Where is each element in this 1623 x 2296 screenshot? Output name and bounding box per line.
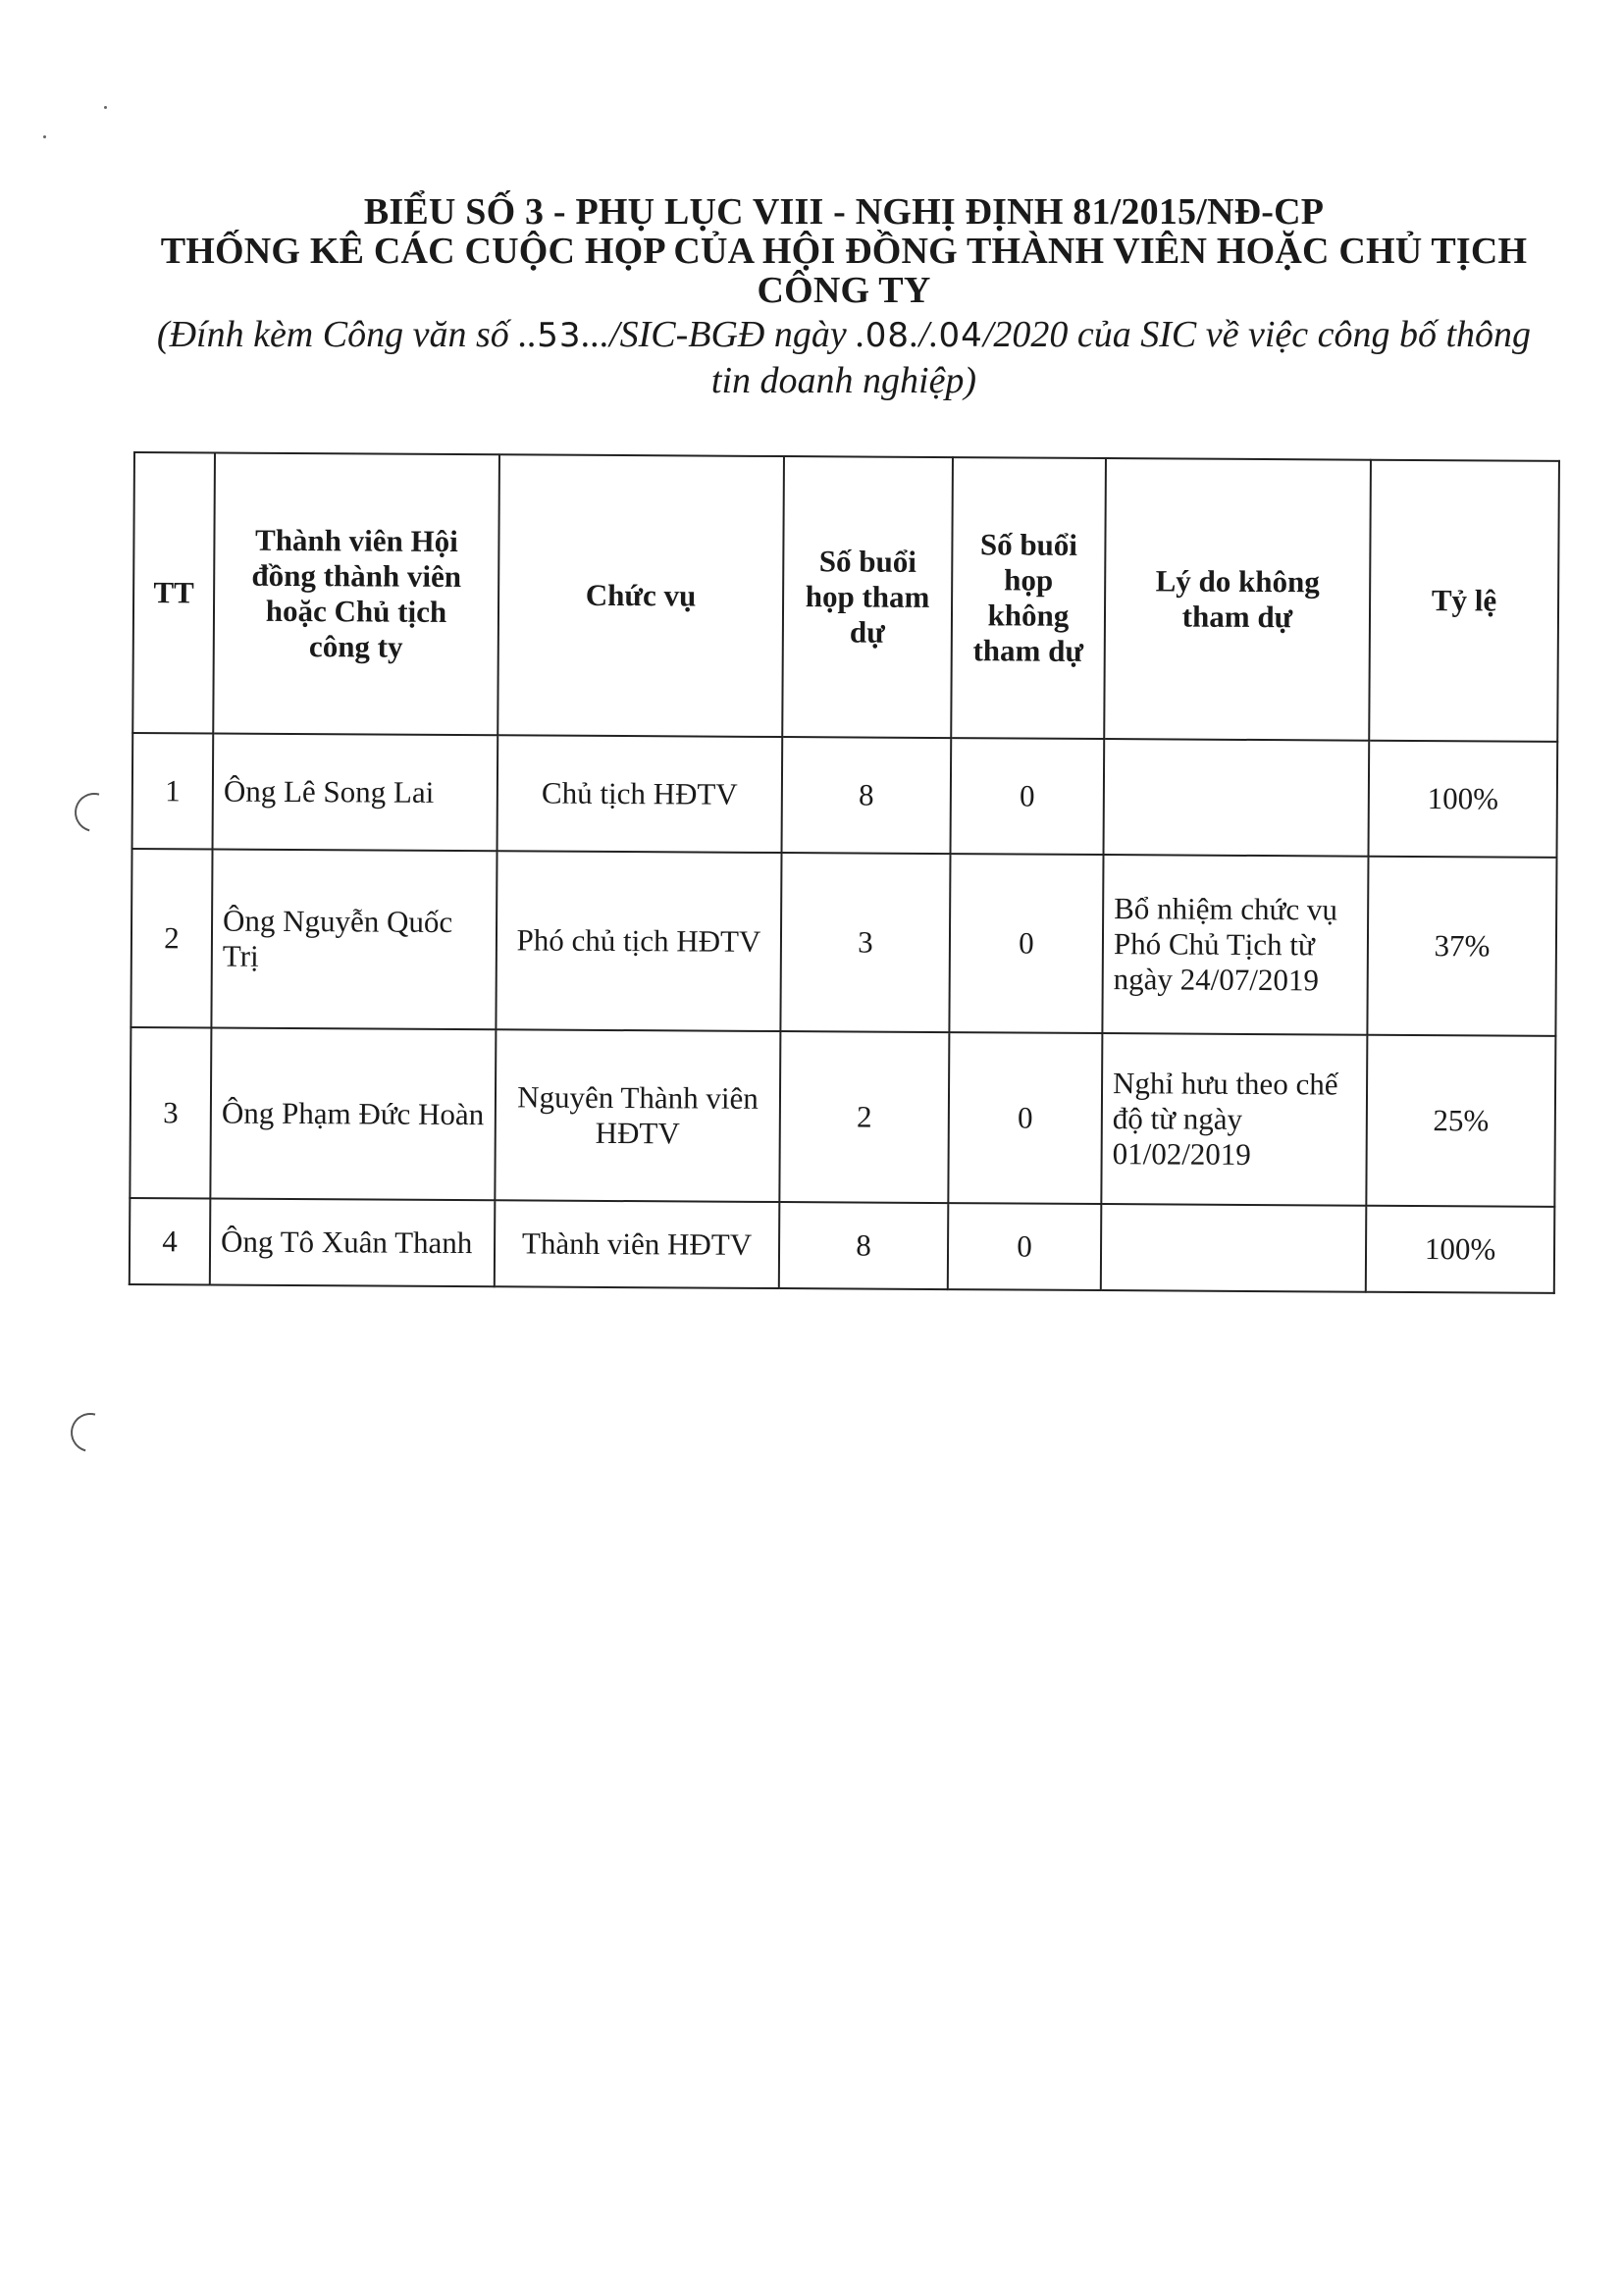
scan-speck <box>104 106 107 109</box>
cell-reason <box>1101 1204 1367 1292</box>
column-header-tt: TT <box>132 452 215 733</box>
cell-tt: 2 <box>131 849 212 1027</box>
cell-ratio: 25% <box>1366 1035 1555 1207</box>
cell-ratio: 100% <box>1369 741 1558 858</box>
column-header-reason: Lý do không tham dự <box>1104 458 1371 741</box>
table-header-row <box>132 452 1559 742</box>
scan-speck <box>43 135 46 138</box>
punch-hole-mark <box>64 1406 118 1460</box>
document-header <box>137 192 1550 403</box>
cell-position: Chủ tịch HĐTV <box>497 735 783 853</box>
handwritten-doc-number: 53 <box>537 316 582 355</box>
column-header-ratio: Tỷ lệ <box>1369 460 1559 742</box>
cell-reason: Bổ nhiệm chức vụ Phó Chủ Tịch từ ngày 24/07/2019 <box>1102 855 1368 1035</box>
attachment-note-text: (Đính kèm Công văn số .. <box>156 314 538 355</box>
handwritten-day: 08 <box>864 316 910 355</box>
column-header-absent: Số buổi họp không tham dự <box>951 457 1106 739</box>
cell-ratio: 100% <box>1366 1206 1555 1293</box>
cell-member: Ông Nguyễn Quốc Trị <box>211 849 497 1029</box>
cell-attended: 2 <box>779 1031 949 1203</box>
cell-tt: 3 <box>130 1027 211 1198</box>
cell-absent: 0 <box>949 854 1103 1033</box>
cell-attended: 8 <box>782 737 952 854</box>
report-title-continued: CÔNG TY <box>757 270 931 311</box>
cell-absent: 0 <box>951 738 1105 855</box>
table-row <box>130 1027 1555 1207</box>
cell-absent: 0 <box>948 1203 1102 1290</box>
attachment-note <box>137 312 1550 403</box>
cell-reason: Nghỉ hưu theo chế độ từ ngày 01/02/2019 <box>1101 1033 1367 1206</box>
cell-member: Ông Lê Song Lai <box>213 734 498 852</box>
column-header-member: Thành viên Hội đồng thành viên hoặc Chủ tịch công ty <box>213 453 499 736</box>
cell-absent: 0 <box>948 1032 1102 1204</box>
cell-attended: 3 <box>780 853 950 1032</box>
column-header-attended: Số buổi họp tham dự <box>782 456 953 738</box>
attachment-note-text: .../SIC-BGĐ ngày . <box>581 314 865 355</box>
cell-reason <box>1104 739 1370 857</box>
column-header-position: Chức vụ <box>497 454 784 737</box>
meeting-statistics-table <box>129 451 1560 1294</box>
attachment-note-text: /2020 của SIC về việc công bố thông <box>982 314 1532 355</box>
report-title: THỐNG KÊ CÁC CUỘC HỌP CỦA HỘI ĐỒNG THÀNH VIÊN HOẶC CHỦ TỊCH <box>160 231 1528 272</box>
table-row <box>132 733 1558 858</box>
punch-hole-mark <box>68 786 122 840</box>
cell-position: Thành viên HĐTV <box>495 1200 780 1288</box>
cell-member: Ông Phạm Đức Hoàn <box>210 1027 496 1200</box>
attachment-note-text: tin doanh nghiệp) <box>710 360 977 401</box>
table-row <box>130 1198 1555 1293</box>
cell-tt: 1 <box>132 733 214 849</box>
cell-tt: 4 <box>130 1198 211 1284</box>
cell-ratio: 37% <box>1367 857 1556 1036</box>
cell-position: Phó chủ tịch HĐTV <box>496 851 781 1031</box>
attachment-note-text: ./. <box>909 314 939 355</box>
form-title: BIỂU SỐ 3 - PHỤ LỤC VIII - NGHỊ ĐỊNH 81/2015/NĐ-CP <box>363 191 1325 233</box>
table-row <box>131 849 1556 1036</box>
cell-member: Ông Tô Xuân Thanh <box>210 1198 496 1286</box>
cell-position: Nguyên Thành viên HĐTV <box>495 1029 780 1202</box>
handwritten-month: 04 <box>938 316 983 355</box>
cell-attended: 8 <box>779 1202 949 1289</box>
